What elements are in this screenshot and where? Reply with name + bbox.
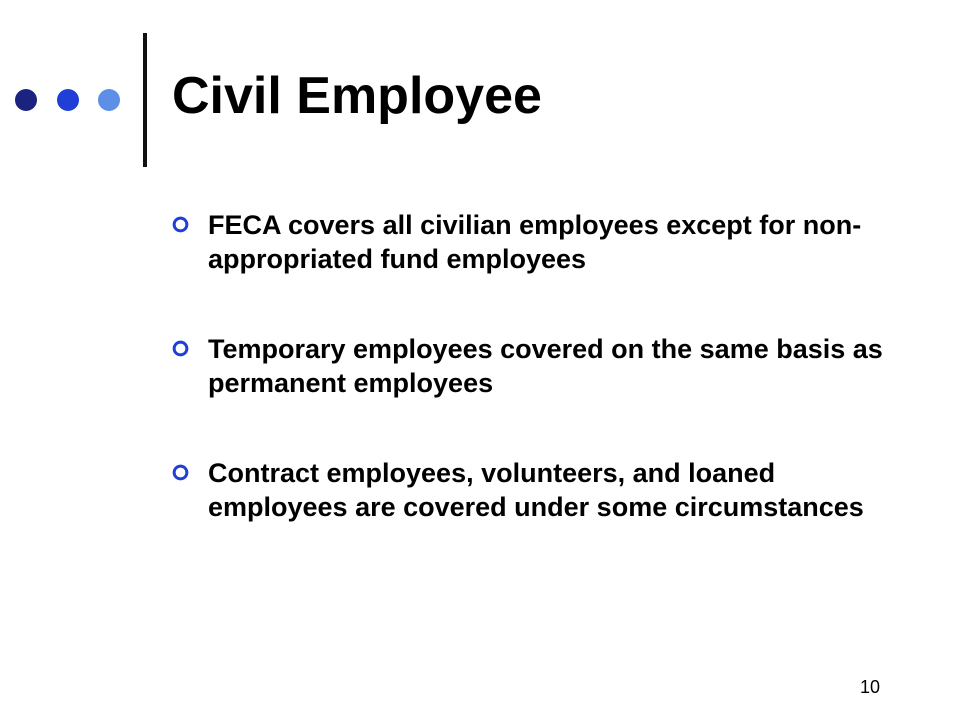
gear-bullet-icon (172, 464, 189, 481)
bullet-text: FECA covers all civilian employees except for non-appropriated fund employees (208, 210, 862, 274)
gear-bullet-icon (172, 340, 189, 357)
bullet-text: Temporary employees covered on the same basis as permanent employees (208, 334, 883, 398)
bullet-text: Contract employees, volunteers, and loaned employees are covered under some circumstances (208, 458, 864, 522)
title-divider (143, 33, 147, 167)
page-number: 10 (859, 677, 880, 697)
dot-light (98, 89, 120, 111)
gear-bullet-icon (172, 216, 189, 233)
dot-dark (15, 89, 37, 111)
dot-mid (57, 89, 79, 111)
bullet-list (172, 208, 912, 580)
bullet-item (172, 208, 912, 276)
bullet-item (172, 456, 912, 524)
slide-title: Civil Employee (172, 67, 542, 125)
bullet-item (172, 332, 912, 400)
